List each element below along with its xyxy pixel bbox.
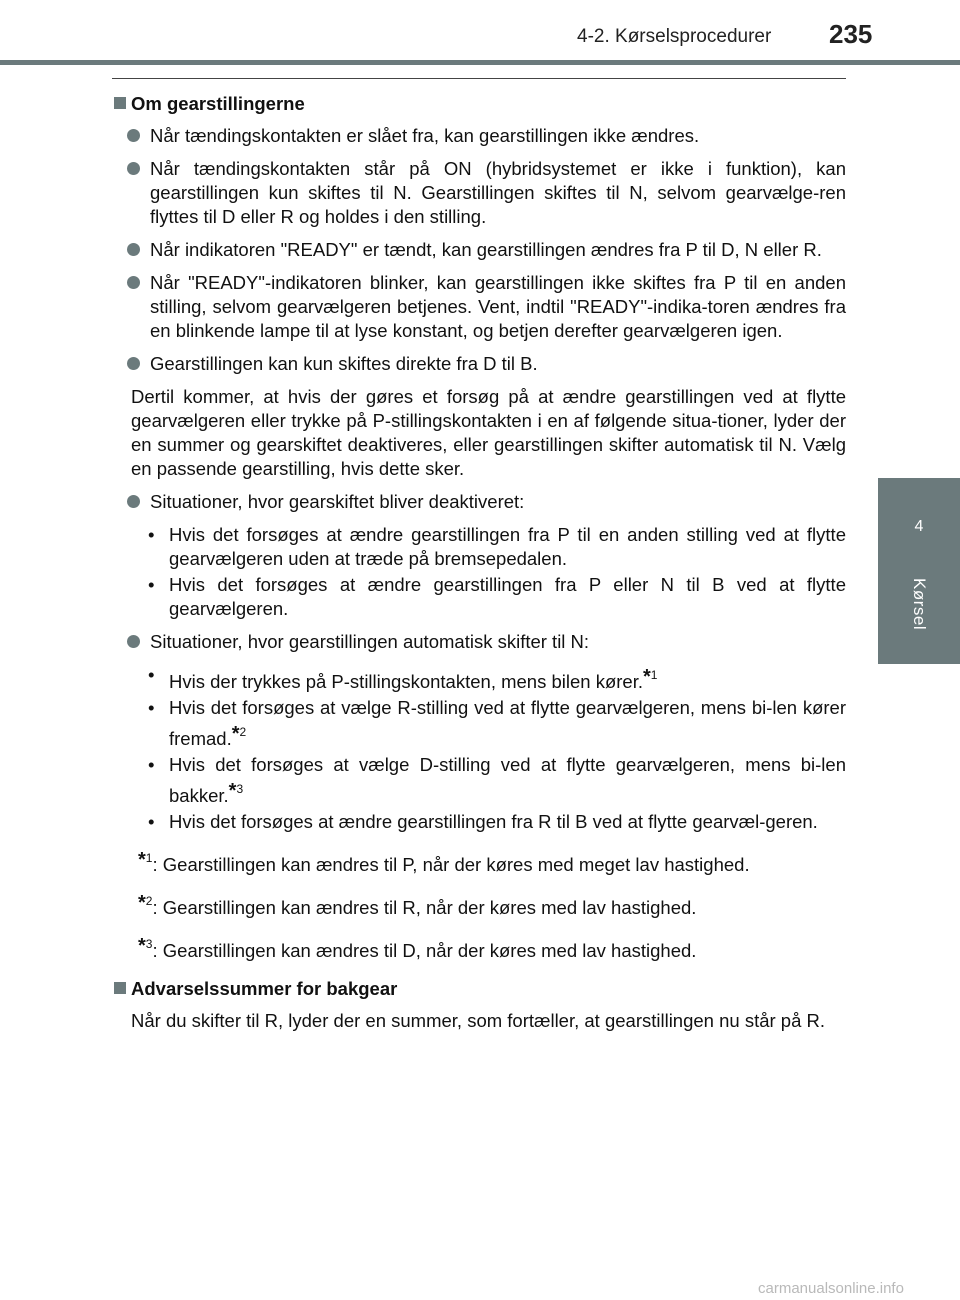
list-item-text: Når tændingskontakten er slået fra, kan gearstillingen ikke ændres.	[150, 125, 700, 146]
footnote-ref: 1	[145, 851, 153, 865]
footnote-star-icon: *	[138, 892, 146, 914]
sub-list-item-text: Hvis det forsøges at ændre gearstillingen fra P eller N til B ved at flytte gearvælgeren.	[169, 574, 846, 619]
list-item-text: Gearstillingen kan kun skiftes direkte fra D til B.	[150, 353, 538, 374]
list-item	[112, 124, 846, 148]
footnote-star-icon: *	[228, 780, 237, 802]
sub-list-item	[112, 663, 846, 694]
header-divider	[0, 60, 960, 65]
watermark-link[interactable]: carmanualsonline.info	[758, 1280, 904, 1297]
list-item	[112, 630, 846, 654]
sub-list-item	[112, 810, 846, 834]
circle-bullet-icon	[127, 162, 140, 175]
sub-list-item-text: Hvis det forsøges at vælge D-stilling ved at flytte gearvælgeren, mens bi-len bakker.	[169, 754, 846, 806]
sub-list-item	[112, 696, 846, 751]
section-heading	[112, 92, 846, 116]
circle-bullet-icon	[127, 276, 140, 289]
dot-marker-icon: •	[148, 664, 155, 685]
sub-list-item	[112, 573, 846, 621]
chapter-side-tab	[878, 478, 960, 664]
list-item	[112, 352, 846, 376]
list-item-text: Når "READY"-indikatoren blinker, kan gearstillingen ikke skiftes fra P til en anden stilling, selvom gearvælgeren betjenes. Vent, indtil "READY"-indika-toren ændres fra en blinkende lampe til at lyse konstant, og betjen derefter gearvælgeren igen.	[150, 272, 846, 341]
chapter-label: Kørsel	[910, 578, 929, 631]
sub-list-item	[112, 753, 846, 808]
dot-marker-icon: •	[148, 574, 155, 595]
footnote	[112, 889, 846, 920]
footnote-text: : Gearstillingen kan ændres til P, når der køres med meget lav hastighed.	[152, 854, 750, 875]
footnote	[112, 932, 846, 963]
circle-bullet-icon	[127, 357, 140, 370]
list-item-text: Situationer, hvor gearskiftet bliver deaktiveret:	[150, 491, 525, 512]
circle-bullet-icon	[127, 635, 140, 648]
sub-list-item-text: Hvis det forsøges at vælge R-stilling ved at flytte gearvælgeren, mens bi-len kører fremad.	[169, 697, 846, 749]
header-section-title: 4-2. Kørselsprocedurer	[577, 26, 772, 47]
footnote-text: : Gearstillingen kan ændres til R, når der køres med lav hastighed.	[152, 897, 697, 918]
section-heading-text: Om gearstillingerne	[131, 93, 305, 114]
sub-list-item	[112, 523, 846, 571]
list-item	[112, 271, 846, 343]
footnote-ref: 2	[239, 725, 247, 739]
footnote-star-icon: *	[138, 935, 146, 957]
dot-marker-icon: •	[148, 754, 155, 775]
sub-list-item-text: Hvis det forsøges at ændre gearstillingen fra P til en anden stilling ved at flytte gearvælgeren uden at træde på bremsepedalen.	[169, 524, 846, 569]
content-top-rule	[112, 78, 846, 79]
body-paragraph: Når du skifter til R, lyder der en summer, som fortæller, at gearstillingen nu står på R.	[131, 1010, 826, 1031]
list-item	[112, 238, 846, 262]
dot-marker-icon: •	[148, 697, 155, 718]
list-item	[112, 490, 846, 514]
footnote-ref: 3	[145, 937, 153, 951]
circle-bullet-icon	[127, 129, 140, 142]
sub-list-item-text: Hvis det forsøges at ændre gearstillingen fra R til B ved at flytte gearvæl-geren.	[169, 811, 818, 832]
list-item-text: Når tændingskontakten står på ON (hybridsystemet er ikke i funktion), kan gearstillingen kun skiftes til N. Gearstillingen skiftes til N, selvom gearvælge-ren flyttes til D eller R og holdes i den stilling.	[150, 158, 846, 227]
list-item-text: Situationer, hvor gearstillingen automatisk skifter til N:	[150, 631, 590, 652]
dot-marker-icon: •	[148, 811, 155, 832]
square-bullet-icon	[114, 97, 126, 109]
sub-list-item-text: Hvis der trykkes på P-stillingskontakten, mens bilen kører.	[169, 671, 643, 692]
footnote-ref: 3	[236, 782, 244, 796]
page-content	[112, 92, 846, 1042]
circle-bullet-icon	[127, 495, 140, 508]
section-heading-text: Advarselssummer for bakgear	[131, 978, 398, 999]
list-item	[112, 157, 846, 229]
list-item-text: Når indikatoren "READY" er tændt, kan gearstillingen ændres fra P til D, N eller R.	[150, 239, 822, 260]
section-heading	[112, 977, 846, 1001]
footnote-star-icon: *	[642, 666, 651, 688]
footnote	[112, 846, 846, 877]
footnote-ref: 1	[650, 668, 658, 682]
chapter-number: 4	[914, 518, 924, 535]
circle-bullet-icon	[127, 243, 140, 256]
page-number: 235	[829, 19, 873, 49]
square-bullet-icon	[114, 982, 126, 994]
footnote-ref: 2	[145, 894, 153, 908]
body-paragraph: Dertil kommer, at hvis der gøres et forsøg på at ændre gearstillingen ved at flytte gearvælgeren eller trykke på P-stillingskontakten i en af følgende situa-tioner, lyder der en summer og gearskiftet deaktiveres, eller gearstillingen skifter automatisk til N. Vælg en passende gearstilling, hvis dette sker.	[131, 386, 846, 479]
footnote-text: : Gearstillingen kan ændres til D, når der køres med lav hastighed.	[152, 940, 697, 961]
footnote-star-icon: *	[138, 849, 146, 871]
footnote-star-icon: *	[231, 723, 240, 745]
dot-marker-icon: •	[148, 524, 155, 545]
